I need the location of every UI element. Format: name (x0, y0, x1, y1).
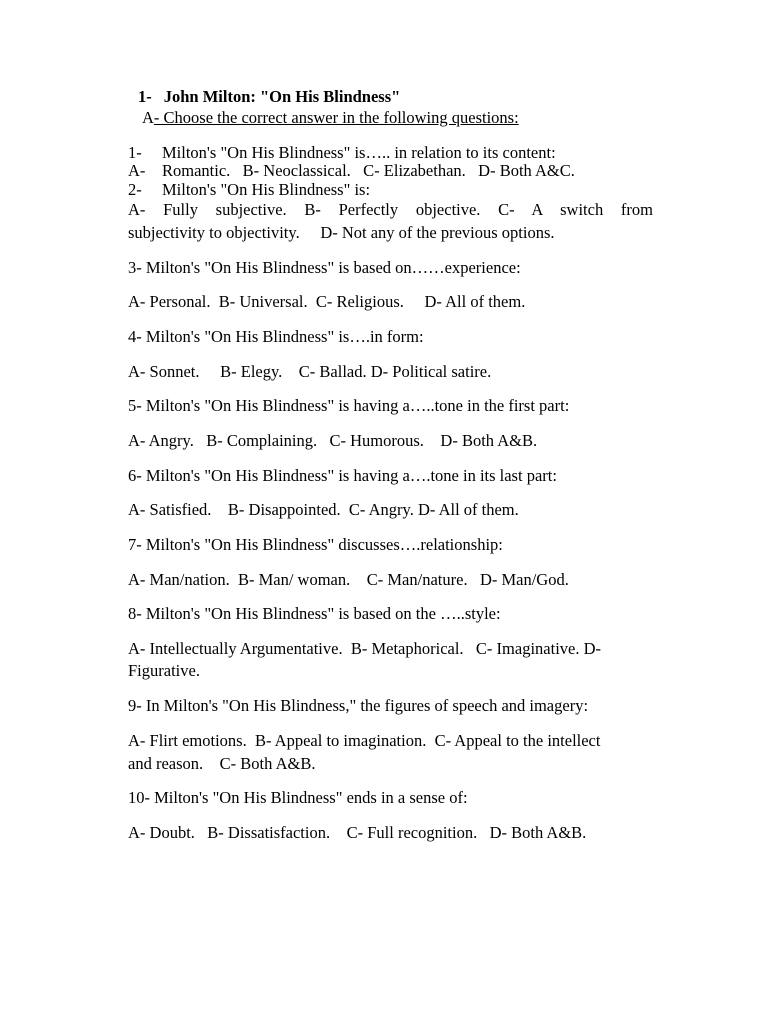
question-7: 7- Milton's "On His Blindness" discusses….relationship: (128, 535, 503, 554)
question-3-options: A- Personal. B- Universal. C- Religious. D- All of them. (128, 292, 526, 311)
question-2-number: 2- (128, 180, 142, 199)
question-1-option-prefix: A- (128, 161, 146, 180)
instructions-text: - Choose the correct answer in the following questions: (153, 108, 519, 127)
question-10: 10- Milton's "On His Blindness" ends in a sense of: (128, 788, 468, 807)
question-2-options-line-2: subjectivity to objectivity. D- Not any of the previous options. (128, 223, 555, 242)
section-title: John Milton: "On His Blindness" (163, 87, 401, 106)
question-8: 8- Milton's "On His Blindness" is based on the …..style: (128, 604, 501, 623)
question-4: 4- Milton's "On His Blindness" is….in form: (128, 327, 424, 346)
question-2-text: Milton's "On His Blindness" is: (162, 180, 371, 199)
question-2-options-line-1: A- Fully subjective. B- Perfectly objective. C- A switch from (128, 200, 653, 219)
section-heading (138, 87, 400, 107)
question-1-options (128, 161, 653, 181)
instructions-prefix: A (142, 108, 154, 127)
question-6-options: A- Satisfied. B- Disappointed. C- Angry. D- All of them. (128, 500, 519, 519)
question-8-options-line-2: Figurative. (128, 661, 200, 680)
question-3: 3- Milton's "On His Blindness" is based on……experience: (128, 258, 521, 277)
question-8-options-line-1: A- Intellectually Argumentative. B- Metaphorical. C- Imaginative. D- (128, 639, 602, 658)
instructions (142, 108, 519, 128)
question-1-number: 1- (128, 143, 142, 162)
question-1-text: Milton's "On His Blindness" is….. in relation to its content: (162, 143, 556, 162)
question-9-options-line-2: and reason. C- Both A&B. (128, 754, 316, 773)
section-number: 1- (138, 87, 152, 106)
question-1-options-text: Romantic. B- Neoclassical. C- Elizabethan. D- Both A&C. (162, 161, 575, 180)
question-10-options: A- Doubt. B- Dissatisfaction. C- Full recognition. D- Both A&B. (128, 823, 587, 842)
question-5: 5- Milton's "On His Blindness" is having a…..tone in the first part: (128, 396, 570, 415)
question-9-options-line-1: A- Flirt emotions. B- Appeal to imagination. C- Appeal to the intellect (128, 731, 601, 750)
question-4-options: A- Sonnet. B- Elegy. C- Ballad. D- Political satire. (128, 362, 492, 381)
question-9: 9- In Milton's "On His Blindness," the figures of speech and imagery: (128, 696, 589, 715)
question-2 (128, 180, 653, 200)
question-7-options: A- Man/nation. B- Man/ woman. C- Man/nature. D- Man/God. (128, 570, 569, 589)
question-5-options: A- Angry. B- Complaining. C- Humorous. D- Both A&B. (128, 431, 538, 450)
question-1 (128, 143, 653, 163)
question-6: 6- Milton's "On His Blindness" is having a….tone in its last part: (128, 466, 557, 485)
